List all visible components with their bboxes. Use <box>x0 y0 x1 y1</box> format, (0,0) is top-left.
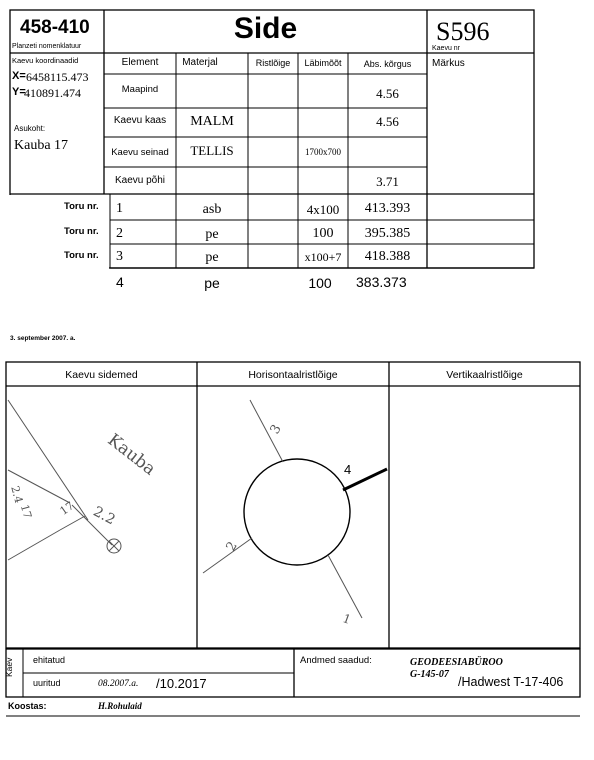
page-title: Side <box>233 12 298 45</box>
pipe-diameter: 100 <box>312 226 334 241</box>
row-height: 4.56 <box>376 86 399 101</box>
pipe-diameter: x100+7 <box>304 250 342 264</box>
measured-value: 08.2007.a. <box>98 679 139 689</box>
data-source-line2: G-145-07 <box>410 669 449 680</box>
y-label: Y= <box>12 86 26 98</box>
pipe-label: Toru nr. <box>64 201 99 212</box>
pipe-diagram-label: 4 <box>344 462 352 477</box>
pipe-diameter: 4x100 <box>306 202 340 217</box>
nomenclature-value: 458-410 <box>20 17 90 38</box>
row-height: 3.71 <box>376 174 399 189</box>
section-title: Horisontaalristlõige <box>248 369 338 381</box>
pipe-material: pe <box>205 227 219 242</box>
row-material: MALM <box>190 114 234 129</box>
location-label: Asukoht: <box>14 124 46 133</box>
data-source-label: Andmed saadud: <box>300 655 372 666</box>
sketch-number: 2.4 <box>8 484 26 505</box>
built-label: ehitatud <box>33 655 66 665</box>
pipe-nr: 2 <box>116 226 123 241</box>
pipe-label: Toru nr. <box>64 226 99 237</box>
x-label: X= <box>12 70 26 82</box>
pipe-height: 395.385 <box>364 226 411 241</box>
col-header-element: Element <box>121 57 159 68</box>
nomenclature-label: Planzeti nomenklatuur <box>12 43 82 50</box>
well-number-label: Kaevu nr <box>432 45 461 52</box>
pipe-nr: 1 <box>116 201 123 216</box>
pipe-material: asb <box>202 202 222 217</box>
kaev-label: Kaev <box>4 657 14 677</box>
sketch-number: 17 <box>57 499 77 518</box>
sketch-street-label: Kauba <box>103 430 160 480</box>
section-title: Kaevu sidemed <box>65 369 138 381</box>
measured-handwritten: /10.2017 <box>156 676 207 691</box>
pipe-diagram-label: 1 <box>340 611 353 627</box>
data-source-handwritten: /Hadwest T-17-406 <box>458 675 564 689</box>
col-header-diameter: Läbimõõt <box>304 58 342 68</box>
data-source-line1: GEODEESIABÜROO <box>410 657 503 668</box>
sketch-number: 17 <box>17 503 35 520</box>
compiler-value: H.Rohulaid <box>98 701 142 711</box>
row-height: 4.56 <box>376 114 399 129</box>
location-value: Kauba 17 <box>14 138 69 153</box>
x-value: 6458115.473 <box>26 70 89 84</box>
col-header-section: Ristlõige <box>255 58 291 68</box>
row-element: Kaevu seinad <box>111 147 169 158</box>
date-stamp: 3. september 2007. a. <box>10 335 76 342</box>
pipe-height: 413.393 <box>364 201 411 216</box>
y-value: 410891.474 <box>24 86 81 100</box>
pipe-diagram-label: 2 <box>223 539 241 554</box>
measured-label: uuritud <box>33 678 61 688</box>
pipe-label: Toru nr. <box>64 250 99 261</box>
row-element: Maapind <box>121 84 159 95</box>
col-header-abs-height: Abs. kõrgus <box>363 59 412 69</box>
compiler-label: Koostas: <box>8 701 47 711</box>
extra-pipe-nr: 4 <box>116 274 124 290</box>
pipe-height: 418.388 <box>364 249 411 264</box>
extra-pipe-diameter: 100 <box>308 275 332 291</box>
section-title: Vertikaalristlõige <box>446 369 523 381</box>
row-element: Kaevu kaas <box>113 115 167 126</box>
row-element: Kaevu põhi <box>114 175 166 186</box>
row-diameter: 1700x700 <box>305 147 341 157</box>
pipe-nr: 3 <box>116 249 123 264</box>
extra-pipe-height: 383.373 <box>356 274 407 290</box>
coords-label: Kaevu koordinaadid <box>12 56 79 65</box>
extra-pipe-material: pe <box>204 275 220 291</box>
col-header-material: Materjal <box>182 57 218 68</box>
col-header-notes: Märkus <box>432 58 465 69</box>
well-number: S596 <box>436 17 490 46</box>
row-material: TELLIS <box>190 143 234 158</box>
pipe-diagram-label: 3 <box>267 422 285 437</box>
sketch-number: 2.2 <box>90 503 118 529</box>
pipe-material: pe <box>205 250 219 265</box>
